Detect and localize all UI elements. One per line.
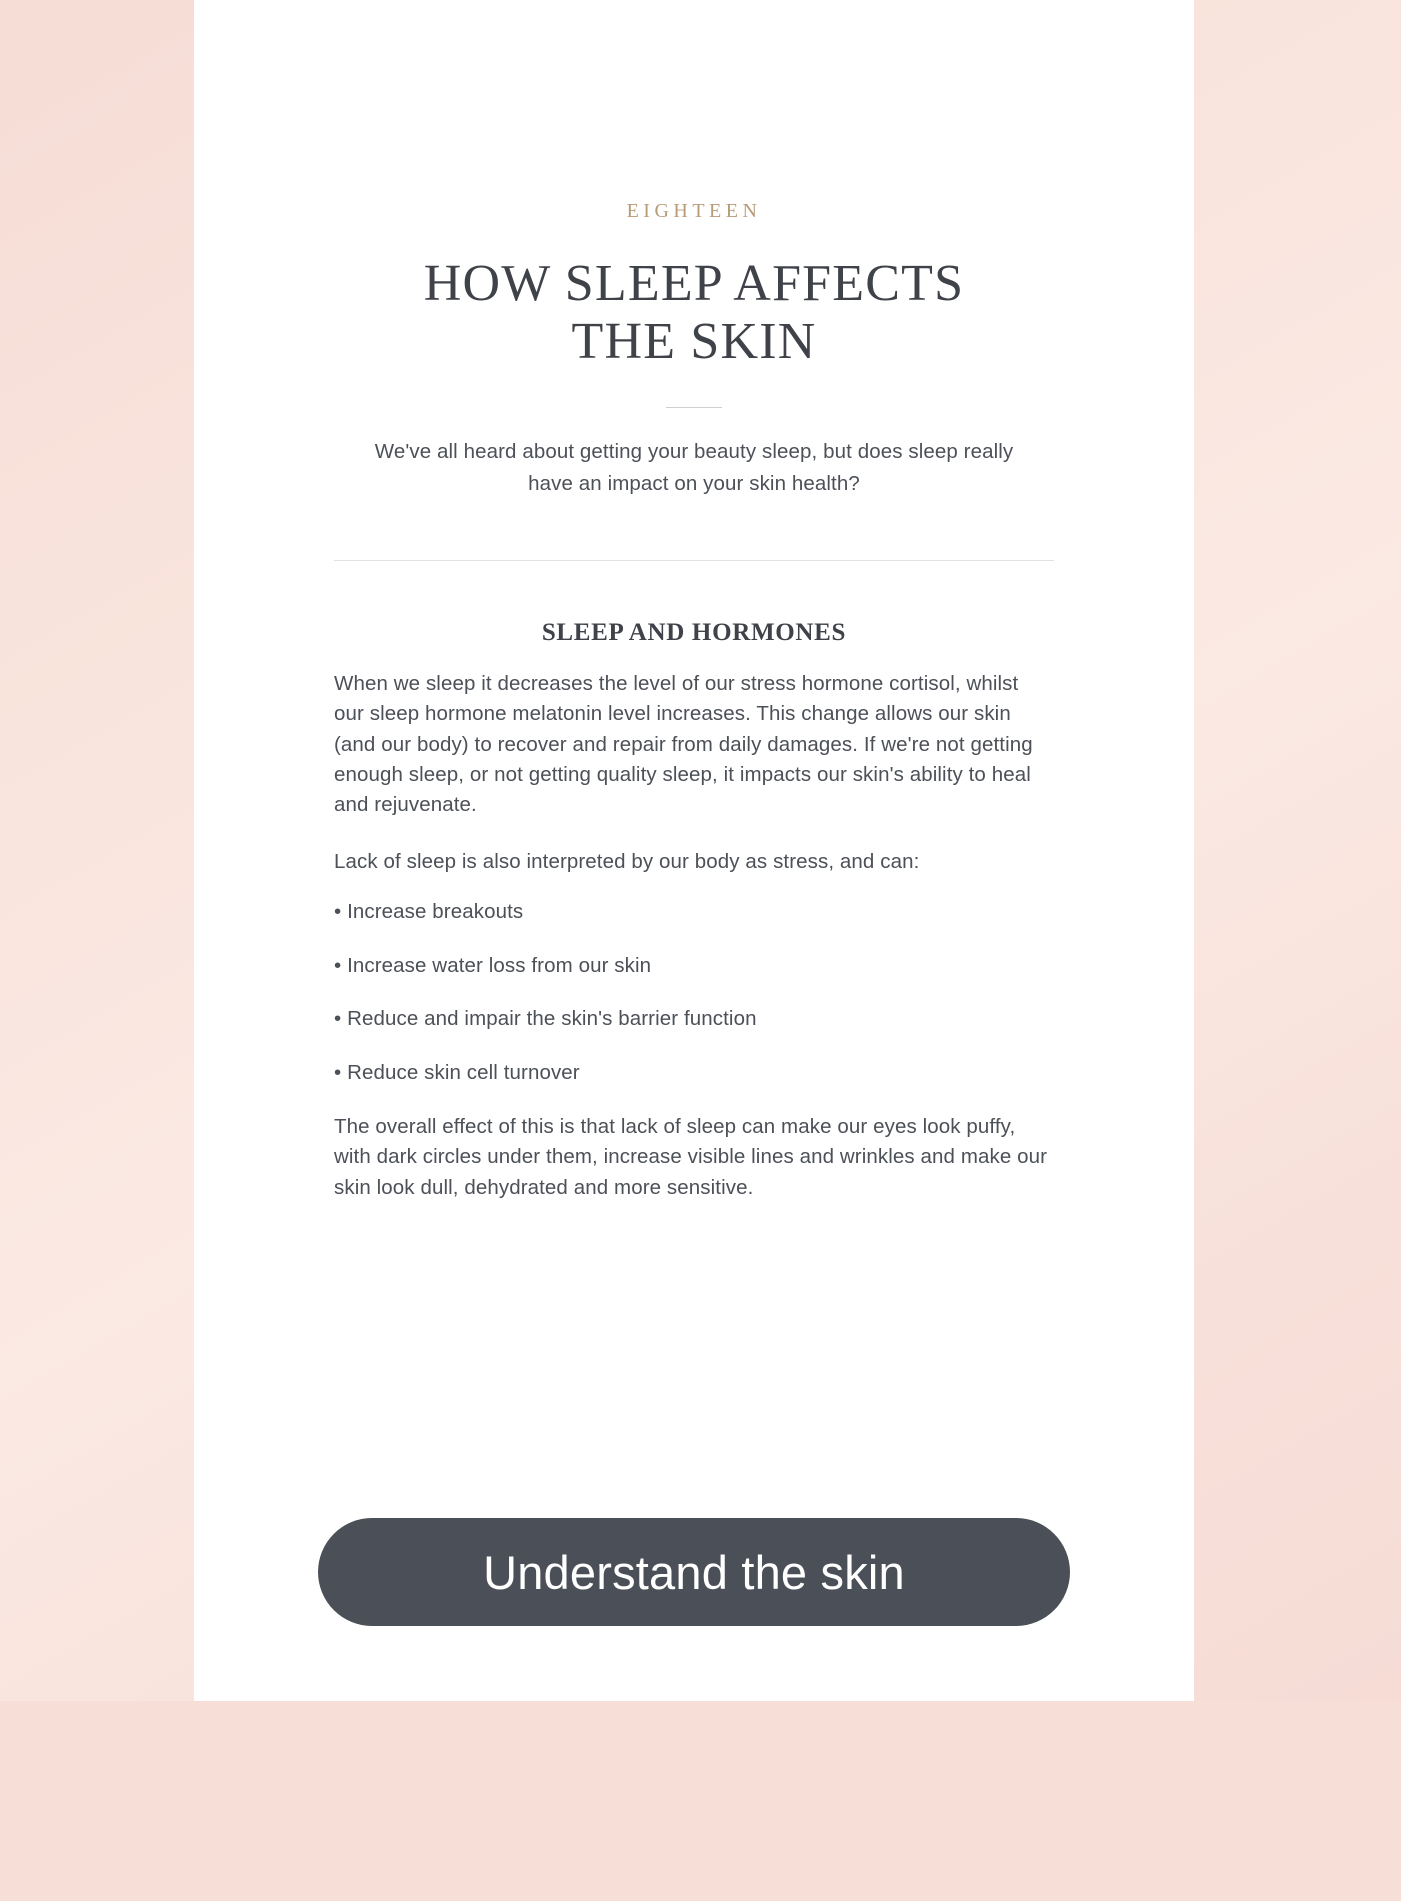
section-heading: SLEEP AND HORMONES <box>334 619 1054 647</box>
list-lead-in: Lack of sleep is also interpreted by our body as stress, and can: <box>334 847 1054 877</box>
page-title <box>334 255 1054 371</box>
list-item: • Reduce skin cell turnover <box>334 1058 1054 1088</box>
article-content <box>194 200 1194 1901</box>
list-item: • Reduce and impair the skin's barrier function <box>334 1004 1054 1034</box>
article-page <box>194 0 1194 1701</box>
title-divider <box>666 407 722 408</box>
article-body <box>334 669 1054 1203</box>
page-title-line-1: HOW SLEEP AFFECTS <box>334 255 1054 313</box>
effects-list <box>334 897 1054 1088</box>
list-item: • Increase water loss from our skin <box>334 951 1054 981</box>
list-item: • Increase breakouts <box>334 897 1054 927</box>
body-paragraph-2: The overall effect of this is that lack of sleep can make our eyes look puffy, with dark circles under them, increase visible lines and wrinkles and make our skin look dull, dehydrated and more sensitive. <box>334 1112 1054 1203</box>
section-divider <box>334 560 1054 561</box>
body-paragraph-1: When we sleep it decreases the level of our stress hormone cortisol, whilst our sleep hormone melatonin level increases. This change allows our skin (and our body) to recover and repair from daily damages. If we're not getting enough sleep, or not getting quality sleep, it impacts our skin's ability to heal and rejuvenate. <box>334 669 1054 821</box>
page-title-line-2: THE SKIN <box>334 313 1054 371</box>
chapter-eyebrow: EIGHTEEN <box>334 200 1054 223</box>
understand-the-skin-button[interactable]: Understand the skin <box>318 1518 1070 1626</box>
article-subtitle: We've all heard about getting your beauty sleep, but does sleep really have an impact on your skin health? <box>374 436 1014 500</box>
cta-container <box>194 1518 1194 1626</box>
